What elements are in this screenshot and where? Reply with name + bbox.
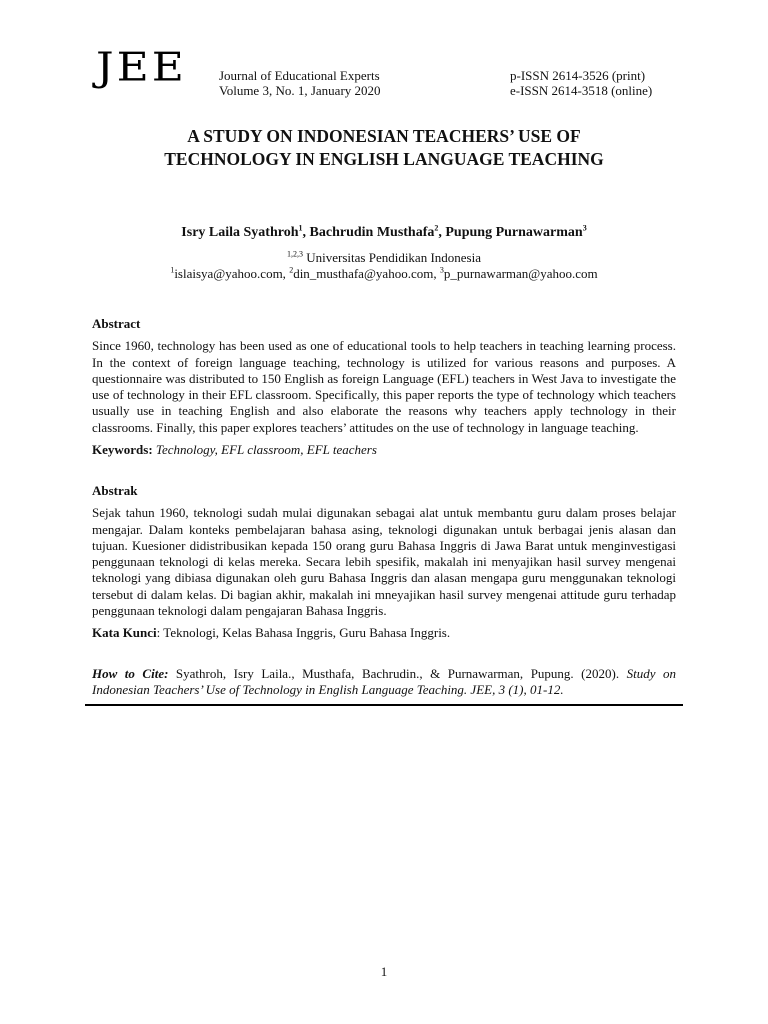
author-2-sup: 2 <box>434 223 439 233</box>
abstrak-heading: Abstrak <box>92 483 138 498</box>
author-3-sup: 3 <box>582 223 587 233</box>
abstract-body: Since 1960, technology has been used as one of educational tools to help teachers in teaching learning process. In the context of foreign language teaching, technology is utilized for various reasons and purposes. A questionnaire was distributed to 150 English as foreign Language (EFL) teachers in West Java to investigate the use of technology in their EFL classroom. Specifically, this paper reports the type of technology which teachers usually use in teaching English and also elaborate the reasons why teachers apply technology in their classrooms. Finally, this paper explores teachers’ attitudes on the use of technology in language teaching. <box>92 338 676 435</box>
abstrak-section <box>92 483 676 642</box>
citation-italic: Study on Indonesian Teachers’ Use of Technology in English Language Teaching. JEE, 3 (1), 01-12. <box>92 666 677 698</box>
email-3[interactable]: p_purnawarman@yahoo.com <box>443 266 598 281</box>
issn-online: e-ISSN 2614-3518 (online) <box>510 83 653 98</box>
author-list <box>0 225 768 241</box>
journal-header <box>92 44 678 100</box>
affiliation-block <box>0 250 768 282</box>
journal-logo: JEE <box>96 44 187 91</box>
journal-info <box>219 68 381 98</box>
title-line-2: TECHNOLOGY IN ENGLISH LANGUAGE TEACHING <box>164 149 604 169</box>
author-2: Bachrudin Musthafa <box>309 225 435 240</box>
author-3: Pupung Purnawarman <box>445 225 583 240</box>
author-1: Isry Laila Syathroh <box>181 225 299 240</box>
keywords-list: Technology, EFL classroom, EFL teachers <box>152 442 377 458</box>
section-divider <box>85 704 683 706</box>
issn-print: p-ISSN 2614-3526 (print) <box>510 68 646 83</box>
email-list: $^1$islaisya@yahoo.com, $^2$din_musthafa@yahoo.com, $^3$p_purnawarman@yahoo.com <box>170 265 598 281</box>
abstract-keywords <box>92 442 676 458</box>
journal-name: Journal of Educational Experts <box>219 68 380 83</box>
author-separator: , <box>438 225 446 240</box>
author-separator: , <box>302 225 310 240</box>
abstrak-body: Sejak tahun 1960, teknologi sudah mulai digunakan sebagai alat untuk membantu guru dalam proses belajar mengajar. Dalam konteks pembelajaran bahasa asing, teknologi digunakan untuk berbagai jenis alasan dan tujuan. Kuesioner didistribusikan kepada 150 orang guru Bahasa Inggris di Jawa Barat untuk menginvestigasi penggunaan teknologi di kelas mereka. Secara lebih spesifik, makalah ini menyajikan hasil survey mengenai teknologi yang dibiasa digunakan oleh guru Bahasa Inggris dan alasan mengapa guru menggunakan teknologi tersebut di dalam kelas. Di bagian akhir, makalah ini mneyajikan hasil survey mengenai attitude guru terhadap penggunaan teknologi dalam pengajaran Bahasa Inggris. <box>92 505 676 619</box>
author-1-sup: 1 <box>298 223 303 233</box>
journal-volume: Volume 3, No. 1, January 2020 <box>219 83 381 98</box>
abstrak-keywords <box>92 625 676 641</box>
paper-title <box>0 125 768 171</box>
abstract-heading: Abstract <box>92 316 141 331</box>
abstract-section <box>92 316 676 458</box>
citation-block <box>92 666 676 699</box>
title-line-1: A STUDY ON INDONESIAN TEACHERS’ USE OF <box>187 126 581 146</box>
keywords-label: Keywords: <box>92 442 153 458</box>
issn-info <box>510 68 652 98</box>
email-1[interactable]: islaisya@yahoo.com, <box>174 266 290 281</box>
citation-label: How to Cite: <box>92 666 169 681</box>
affiliation-name: Universitas Pendidikan Indonesia <box>303 250 481 265</box>
kata-kunci-list: : Teknologi, Kelas Bahasa Inggris, Guru Bahasa Inggris. <box>156 625 451 641</box>
kata-kunci-label: Kata Kunci <box>92 625 157 641</box>
affiliation: $^{1,2,3}$ Universitas Pendidikan Indonesia <box>287 249 481 265</box>
email-2[interactable]: din_musthafa@yahoo.com, <box>293 266 440 281</box>
page-number: 1 <box>380 964 388 979</box>
citation-text: Syathroh, Isry Laila., Musthafa, Bachrudin., & Purnawarman, Pupung. (2020). <box>168 666 627 681</box>
